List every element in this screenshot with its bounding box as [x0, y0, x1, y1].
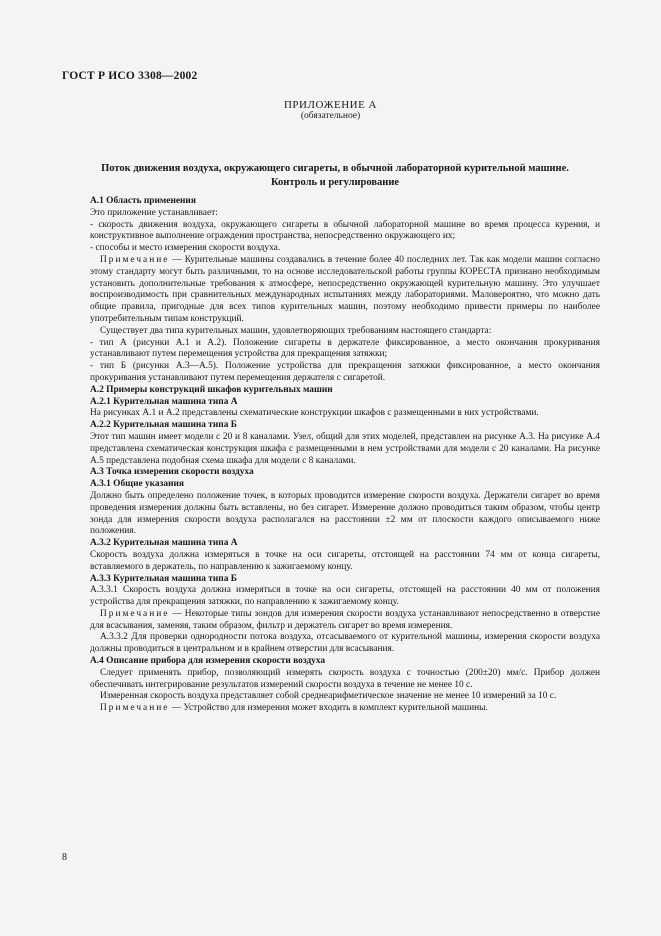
section-a22-text: Этот тип машин имеет модели с 20 и 8 каналами. Узел, общий для этих моделей, представлен на рисунке А.3. На рисунке А.4 представлена схематическая конструкция шкафа с размещенными в нем устройствами для модели с 20 каналами. На рисунке А.5 представлена подобная схема шкафа для модели с 8 каналами.	[90, 431, 600, 466]
page-number: 8	[62, 852, 67, 863]
section-a1-heading: А.1 Область применения	[90, 196, 196, 206]
note-2-text: — Некоторые типы зондов для измерения скорости воздуха устанавливают непосредственно в отверстие для всасывания, заменяя, таким образом, фильтр и держатель сигарет во время измерения.	[90, 608, 600, 631]
types-paragraph-2: - тип А (рисунки А.1 и А.2). Положение сигареты в держателе фиксированное, а место окончания прокуривания устанавливают путем перемещения устройства для прекращения затяжки;	[90, 337, 600, 360]
types-paragraph-3: - тип Б (рисунки А.3—А.5). Положение устройства для прекращения затяжки фиксированное, а место окончания прокуривания устанавливают путем перемещения держателя с сигаретой.	[90, 361, 600, 383]
section-a3-heading: А.3 Точка измерения скорости воздуха	[90, 467, 254, 478]
section-a4-heading: А.4 Описание прибора для измерения скорости воздуха	[90, 656, 326, 667]
section-a332-text: А.3.3.2 Для проверки однородности потока воздуха, отсасываемого от курительной машины, измерения скорости воздуха должны проводиться в центральном и в крайнем отверстии для всасывания.	[90, 632, 600, 655]
note-3-label: Примечание	[100, 703, 170, 714]
section-a331-text: А.3.3.1 Скорость воздуха должна измеряться в точке на оси сигареты, отстоящей на расстоянии 40 мм от положения устройства для прекращения затяжки, по направлению к зажигаемому концу.	[90, 585, 600, 608]
main-title	[70, 162, 600, 190]
note-1-text: — Курительные машины создавались в течение более 40 последних лет. Так как модели машин согласно этому стандарту могут быть различными, то на основе исследовательской работы группы КОРЕСТА признано необходимым установить дополнительные требования к атмосфере, непосредственно окружающей курительную машину. Это улучшает воспроизводимость при сравнительных международных испытаниях между лабораториями. Маловероятно, что можно дать общие правила, пригодные для всех типов курительных машин, поэтому необходимо привести примеры по наиболее употребительным типам конструкций.	[90, 254, 600, 324]
note-1-label: Примечание	[100, 254, 170, 265]
note-1	[90, 255, 600, 326]
section-a31-heading: А.3.1 Общие указания	[90, 479, 184, 490]
document-body	[90, 196, 600, 715]
types-paragraph-1: Существует два типа курительных машин, удовлетворяющих требованиям настоящего стандарта:	[100, 325, 492, 336]
section-a31-text: Должно быть определено положение точек, в которых проводится измерение скорости воздуха. Держатели сигарет во время проведения измерения должны быть вставлены, но без сигарет. Измерение должно проводиться таким образом, чтобы центр зонда для измерения скорости воздуха располагался на расстоянии ±2 мм от плоскости каждого описываемого ниже положения.	[90, 490, 600, 537]
standard-header: ГОСТ Р ИСО 3308—2002	[62, 70, 198, 82]
appendix-subtitle: (обязательное)	[300, 111, 361, 121]
note-2-label: Примечание	[100, 608, 170, 619]
section-a32-heading: А.3.2 Курительная машина типа А	[90, 538, 238, 549]
a1-paragraph-2: - скорость движения воздуха, окружающего сигареты в обычной лабораторной машине во время процесса курения, и конструктивное выполнение ограждения пространства, непосредственно окружающего их;	[90, 219, 600, 242]
section-a2-heading: А.2 Примеры конструкций шкафов курительных машин	[90, 384, 333, 395]
a1-paragraph-3: - способы и место измерения скорости воздуха.	[90, 243, 281, 254]
a1-paragraph-1: Это приложение устанавливает:	[90, 207, 218, 218]
main-title-line2: Контроль и регулирование	[270, 177, 400, 188]
a4-paragraph-2: Измеренная скорость воздуха представляет собой среднеарифметическое значение не менее 10 измерений за 10 с.	[100, 691, 557, 702]
a4-paragraph-1: Следует применять прибор, позволяющий измерять скорость воздуха с точностью (200±20) мм/с. Прибор должен обеспечивать интегрирование результатов измерений скорости воздуха в течение не менее 10 с.	[90, 667, 600, 690]
section-a32-text: Скорость воздуха должна измеряться в точке на оси сигареты, отстоящей на расстоянии 74 мм от конца сигареты, вставляемого в держатель, по направлению к зажигаемому концу.	[90, 549, 600, 572]
appendix-title: ПРИЛОЖЕНИЕ А	[283, 99, 377, 111]
section-a22-heading: А.2.2 Курительная машина типа Б	[90, 420, 237, 431]
section-a21-heading: А.2.1 Курительная машина типа А	[90, 396, 238, 407]
main-title-line1: Поток движения воздуха, окружающего сигареты, в обычной лабораторной курительной машине.	[101, 163, 569, 174]
note-3-text: — Устройство для измерения может входить в комплект курительной машины.	[169, 703, 488, 714]
section-a33-heading: А.3.3 Курительная машина типа Б	[90, 573, 237, 584]
section-a21-text: На рисунках А.1 и А.2 представлены схематические конструкции шкафов с размещенными в них устройствами.	[90, 408, 539, 419]
note-2	[90, 609, 600, 633]
note-3	[90, 703, 600, 715]
